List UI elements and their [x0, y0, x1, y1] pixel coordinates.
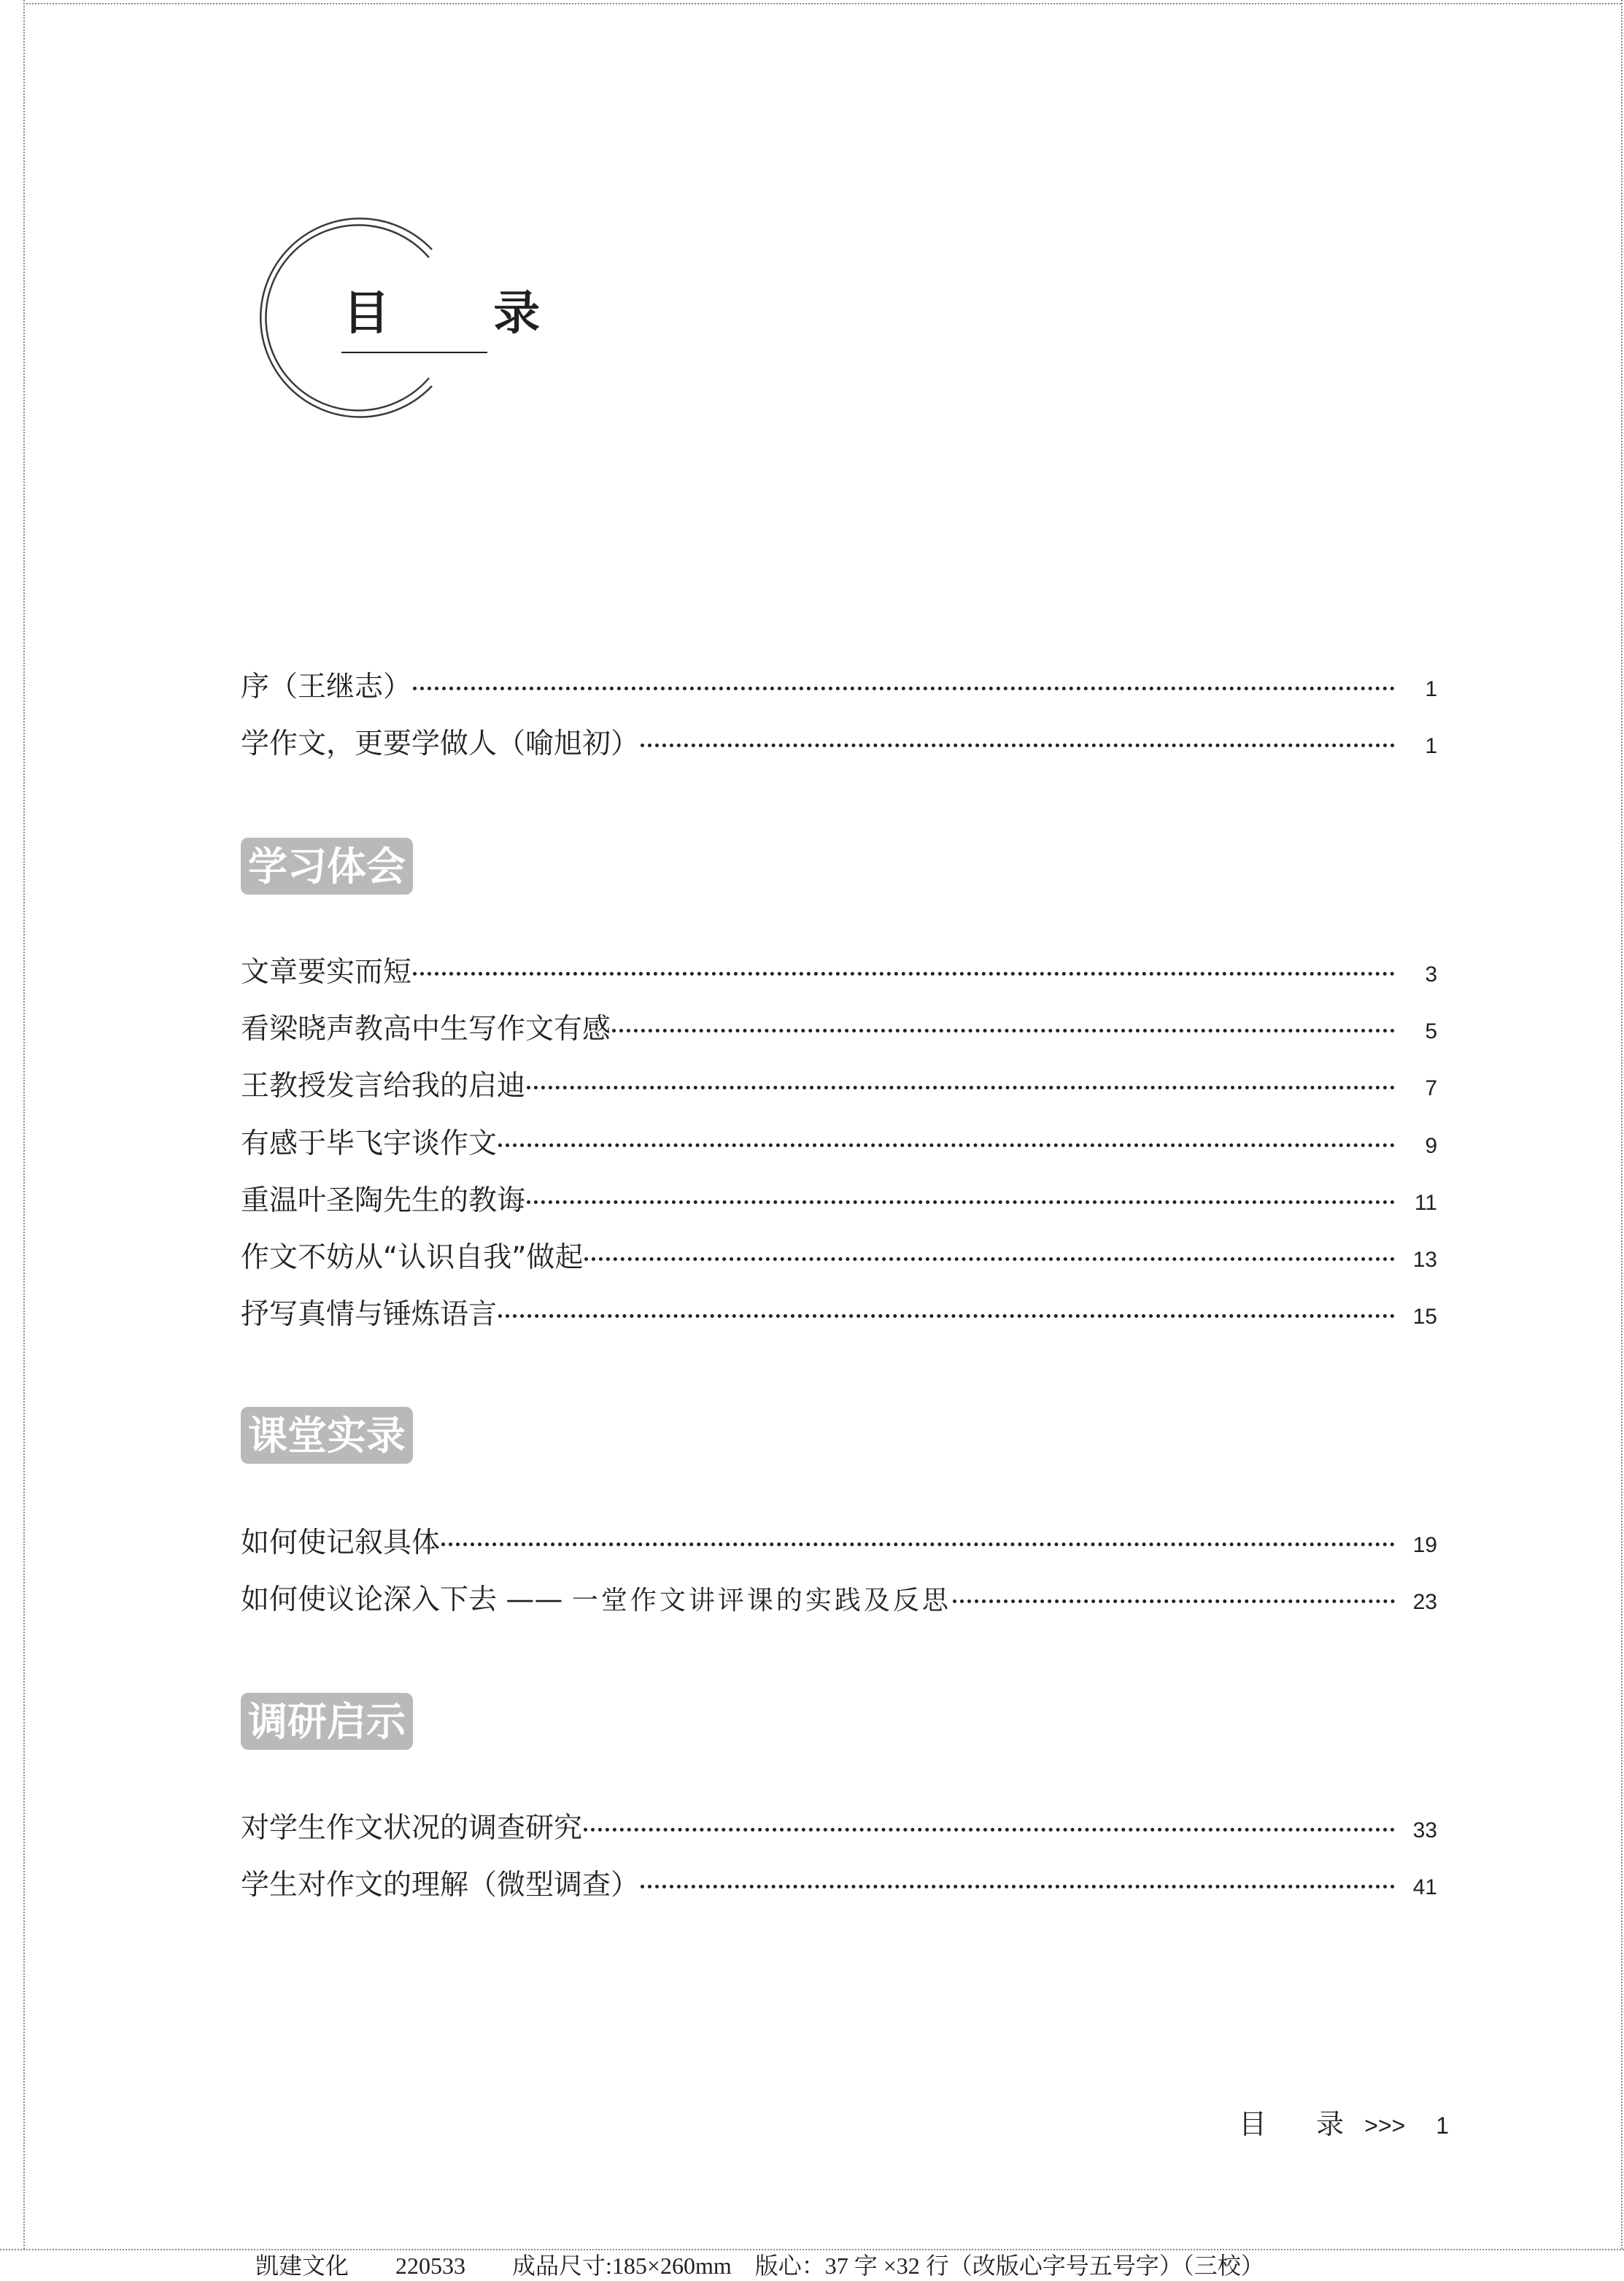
toc-entry[interactable] [241, 1293, 1437, 1337]
entry-page-number: 41 [1412, 1875, 1437, 1899]
entry-title: 看梁晓声教高中生写作文有感 [241, 1013, 611, 1046]
entry-title: 如何使记叙具体 [241, 1527, 441, 1559]
entry-page-number: 33 [1412, 1818, 1437, 1842]
crop-mark-top [23, 3, 1621, 4]
leader-dots [527, 1200, 1395, 1204]
toc-entry[interactable] [241, 1008, 1437, 1051]
footer-label: 目 录 [1239, 2108, 1365, 2140]
entry-page-number: 9 [1425, 1134, 1437, 1158]
entry-page-number: 13 [1412, 1248, 1437, 1272]
entry-title: 抒写真情与锤炼语言 [241, 1298, 498, 1331]
entry-title: 作文不妨从“认识自我”做起 [241, 1241, 584, 1274]
toc-entry[interactable] [241, 1864, 1437, 1907]
page-title: 目 录 [343, 286, 584, 341]
leader-dots [953, 1599, 1395, 1603]
entry-page-number: 7 [1425, 1076, 1437, 1100]
toc-title-block [233, 212, 584, 431]
entry-title-group [241, 1578, 951, 1623]
entry-page-number: 15 [1412, 1305, 1437, 1329]
section-heading-badge: 调研启示 [241, 1693, 413, 1750]
leader-dots [641, 1884, 1395, 1888]
leader-dots [413, 971, 1395, 976]
section-heading-badge: 课堂实录 [241, 1407, 413, 1464]
entry-title: 有感于毕飞宇谈作文 [241, 1127, 498, 1160]
toc-entry[interactable] [241, 1521, 1437, 1565]
leader-dots [584, 1257, 1395, 1261]
entry-subtitle: 一堂作文讲评课的实践及反思 [571, 1586, 951, 1616]
leader-dots [641, 743, 1395, 747]
entry-title: 文章要实而短 [241, 956, 412, 989]
entry-page-number: 11 [1414, 1191, 1437, 1215]
entry-title: 对学生作文状况的调查研究 [241, 1812, 583, 1845]
toc-entry[interactable] [241, 1179, 1437, 1223]
entry-title: 学作文，更要学做人（喻旭初） [241, 727, 640, 760]
leader-dots [612, 1028, 1395, 1033]
crop-mark-left [23, 0, 25, 2249]
entry-page-number: 1 [1425, 734, 1437, 758]
toc-entry[interactable] [241, 1122, 1437, 1166]
entry-page-number: 19 [1412, 1533, 1437, 1557]
entry-page-number: 5 [1425, 1019, 1437, 1043]
toc-entry[interactable] [241, 1236, 1437, 1280]
leader-dots [527, 1085, 1395, 1089]
entry-page-number: 1 [1425, 677, 1437, 701]
entry-title: 如何使议论深入下去 —— [241, 1583, 563, 1616]
running-footer [1239, 2101, 1449, 2142]
entry-title: 序（王继志） [241, 671, 412, 703]
leader-dots [413, 686, 1395, 690]
section-heading-badge: 学习体会 [241, 838, 413, 895]
entry-page-number: 3 [1425, 962, 1437, 987]
printer-slug-line: 凯建文化 220533 成品尺寸:185×260mm 版心：37 字 ×32 行（改版心字号五号字）（三校） [255, 2253, 1264, 2279]
entry-title: 重温叶圣陶先生的教诲 [241, 1184, 526, 1217]
entry-page-number: 23 [1412, 1590, 1437, 1614]
toc-entry[interactable] [241, 722, 1437, 766]
toc-entry[interactable] [241, 1578, 1437, 1622]
leader-dots [498, 1313, 1395, 1318]
title-underline [341, 352, 487, 353]
toc-entry[interactable] [241, 951, 1437, 995]
entry-title: 王教授发言给我的启迪 [241, 1070, 526, 1103]
footer-arrows: >>> [1364, 2112, 1406, 2139]
toc-entry[interactable] [241, 1807, 1437, 1850]
toc-entry[interactable] [241, 665, 1437, 709]
leader-dots [584, 1827, 1395, 1832]
toc-entry[interactable] [241, 1065, 1437, 1108]
leader-dots [441, 1542, 1395, 1546]
entry-title: 学生对作文的理解（微型调查） [241, 1869, 640, 1902]
footer-page-number: 1 [1436, 2112, 1449, 2139]
crop-mark-right [1621, 0, 1623, 2249]
leader-dots [498, 1143, 1395, 1147]
